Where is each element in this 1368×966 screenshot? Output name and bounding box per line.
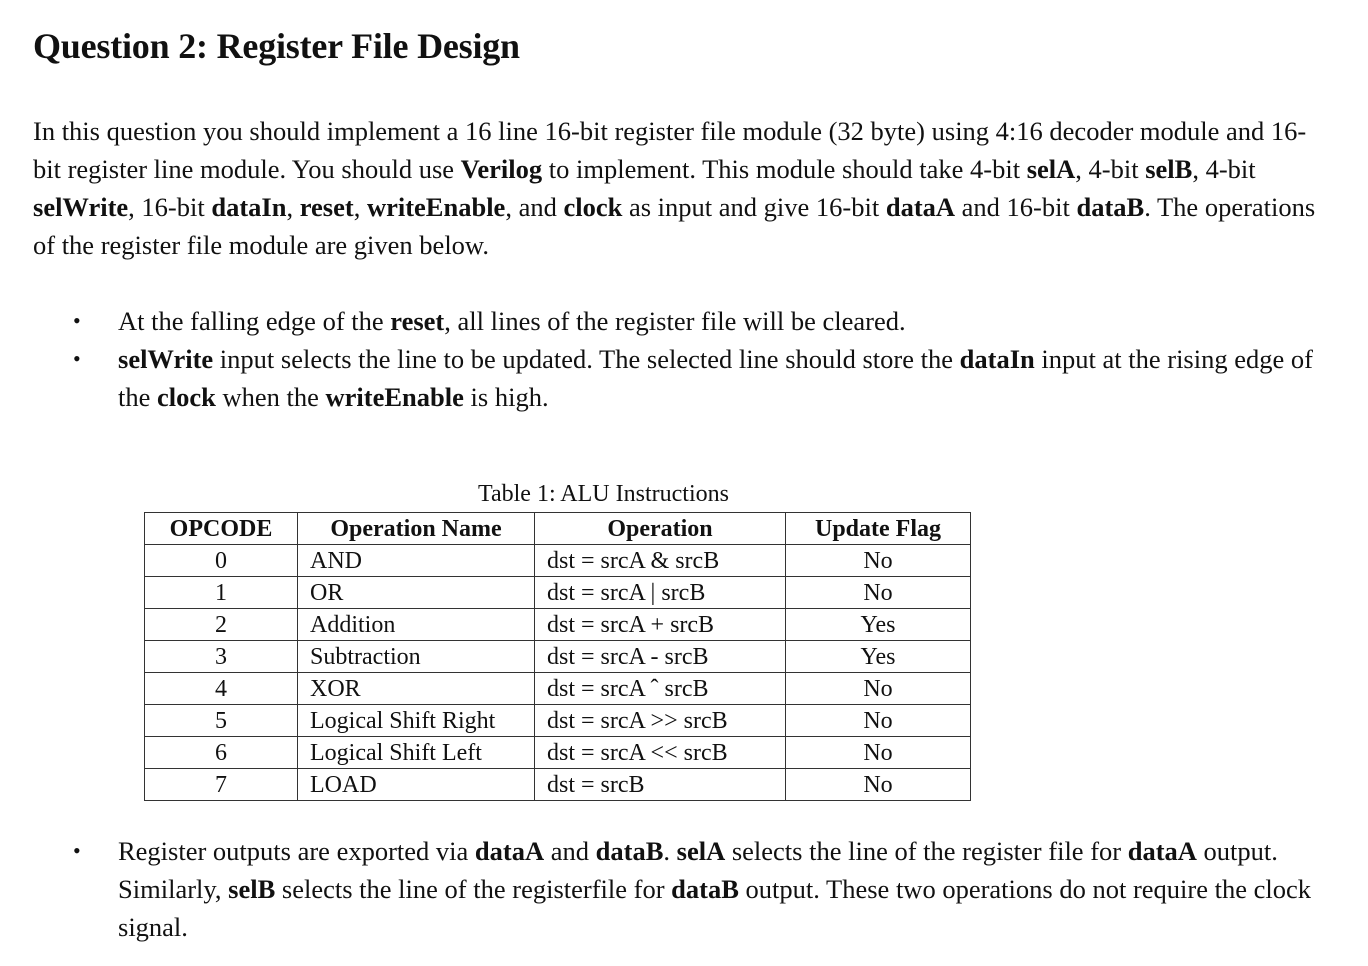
intro-text: , — [286, 192, 300, 222]
bullet-text: and — [544, 836, 596, 866]
bullet-dot: • — [73, 346, 81, 371]
intro-text: , — [353, 192, 367, 222]
cell-operation-name: AND — [298, 545, 535, 577]
cell-opcode: 1 — [145, 577, 298, 609]
bullet-list-bottom — [0, 832, 1328, 946]
bold-term: selA — [1026, 154, 1076, 184]
bold-term: selWrite — [118, 344, 214, 374]
table-row — [145, 769, 971, 801]
header-update-flag: Update Flag — [786, 513, 971, 545]
header-opcode: OPCODE — [145, 513, 298, 545]
cell-operation-name: XOR — [298, 673, 535, 705]
bullet-text: At the falling edge of the — [118, 306, 391, 336]
question-title: Question 2: Register File Design — [33, 26, 520, 66]
intro-text: to implement. This module should take 4-bit — [542, 154, 1027, 184]
cell-update-flag: No — [786, 705, 971, 737]
cell-operation: dst = srcA << srcB — [535, 737, 786, 769]
cell-opcode: 3 — [145, 641, 298, 673]
cell-opcode: 7 — [145, 769, 298, 801]
bold-term: selWrite — [33, 192, 129, 222]
bold-term: writeEnable — [366, 192, 506, 222]
bullet-text: Register outputs are exported via — [118, 836, 475, 866]
bullet-text: , all lines of the register file will be cleared. — [444, 306, 906, 336]
cell-update-flag: No — [786, 737, 971, 769]
bullet-text: is high. — [463, 382, 549, 412]
table-row — [145, 673, 971, 705]
bold-term: dataA — [885, 192, 956, 222]
bold-term: dataB — [595, 836, 664, 866]
cell-operation: dst = srcA | srcB — [535, 577, 786, 609]
bullet-dot: • — [73, 308, 81, 333]
table-row — [145, 609, 971, 641]
cell-operation: dst = srcB — [535, 769, 786, 801]
intro-text: , and — [505, 192, 564, 222]
cell-opcode: 6 — [145, 737, 298, 769]
cell-operation-name: Logical Shift Right — [298, 705, 535, 737]
table-row — [145, 737, 971, 769]
alu-instructions-table — [144, 512, 971, 801]
cell-operation-name: Subtraction — [298, 641, 535, 673]
cell-operation: dst = srcA >> srcB — [535, 705, 786, 737]
bold-term: dataA — [1127, 836, 1197, 866]
bold-term: clock — [563, 192, 623, 222]
cell-opcode: 5 — [145, 705, 298, 737]
cell-operation: dst = srcA ˆ srcB — [535, 673, 786, 705]
intro-paragraph — [33, 112, 1333, 264]
intro-text: , 4-bit — [1075, 154, 1146, 184]
bold-term: reset — [390, 306, 445, 336]
table-row — [145, 577, 971, 609]
bullet-text: output. These two operations do not require the clock signal. — [118, 874, 1311, 942]
bold-term: dataIn — [959, 344, 1035, 374]
cell-update-flag: No — [786, 769, 971, 801]
intro-text: In this question you should implement a 16 line 16-bit register file module (32 byte) using 4:16 decoder module and 16-bit register line module. You should use — [33, 116, 1307, 184]
cell-opcode: 2 — [145, 609, 298, 641]
cell-operation: dst = srcA - srcB — [535, 641, 786, 673]
table-caption: Table 1: ALU Instructions — [478, 481, 729, 507]
bold-term: selA — [676, 836, 726, 866]
bold-term: reset — [299, 192, 354, 222]
cell-update-flag: No — [786, 545, 971, 577]
bullet-text: input at the rising edge of the — [118, 344, 1313, 412]
cell-operation-name: OR — [298, 577, 535, 609]
bullet-text: when the — [215, 382, 326, 412]
bold-term: dataB — [1076, 192, 1145, 222]
bullet-text: . — [663, 836, 677, 866]
cell-operation-name: Addition — [298, 609, 535, 641]
bold-term: dataB — [671, 874, 739, 904]
cell-operation: dst = srcA + srcB — [535, 609, 786, 641]
bold-term: Verilog — [460, 154, 543, 184]
bold-term: selB — [228, 874, 276, 904]
bullet-text: selects the line of the register file for — [725, 836, 1128, 866]
cell-opcode: 4 — [145, 673, 298, 705]
bullet-dot: • — [73, 838, 81, 863]
intro-text: , 16-bit — [128, 192, 212, 222]
header-operation: Operation — [535, 513, 786, 545]
intro-text: and 16-bit — [955, 192, 1077, 222]
bullet-item — [0, 832, 1328, 946]
bullet-text: input selects the line to be updated. The selected line should store the — [213, 344, 960, 374]
cell-update-flag: Yes — [786, 609, 971, 641]
cell-update-flag: Yes — [786, 641, 971, 673]
bold-term: dataIn — [211, 192, 287, 222]
bold-term: selB — [1145, 154, 1193, 184]
bold-term: clock — [157, 382, 216, 412]
cell-update-flag: No — [786, 577, 971, 609]
bold-term: dataA — [474, 836, 545, 866]
bullet-text: selects the line of the registerfile for — [275, 874, 672, 904]
intro-text: . The operations of the register file module are given below. — [33, 192, 1316, 260]
bullet-text: output. Similarly, — [118, 836, 1278, 904]
cell-operation: dst = srcA & srcB — [535, 545, 786, 577]
intro-text: , 4-bit — [1192, 154, 1256, 184]
header-operation-name: Operation Name — [298, 513, 535, 545]
bullet-item — [0, 340, 1328, 416]
table-header-row — [145, 513, 971, 545]
cell-opcode: 0 — [145, 545, 298, 577]
bullet-item — [0, 302, 1328, 340]
cell-update-flag: No — [786, 673, 971, 705]
table-row — [145, 705, 971, 737]
table-row — [145, 545, 971, 577]
bullet-list-top — [0, 302, 1328, 416]
bold-term: writeEnable — [325, 382, 464, 412]
cell-operation-name: LOAD — [298, 769, 535, 801]
intro-text: as input and give 16-bit — [622, 192, 886, 222]
table-row — [145, 641, 971, 673]
cell-operation-name: Logical Shift Left — [298, 737, 535, 769]
